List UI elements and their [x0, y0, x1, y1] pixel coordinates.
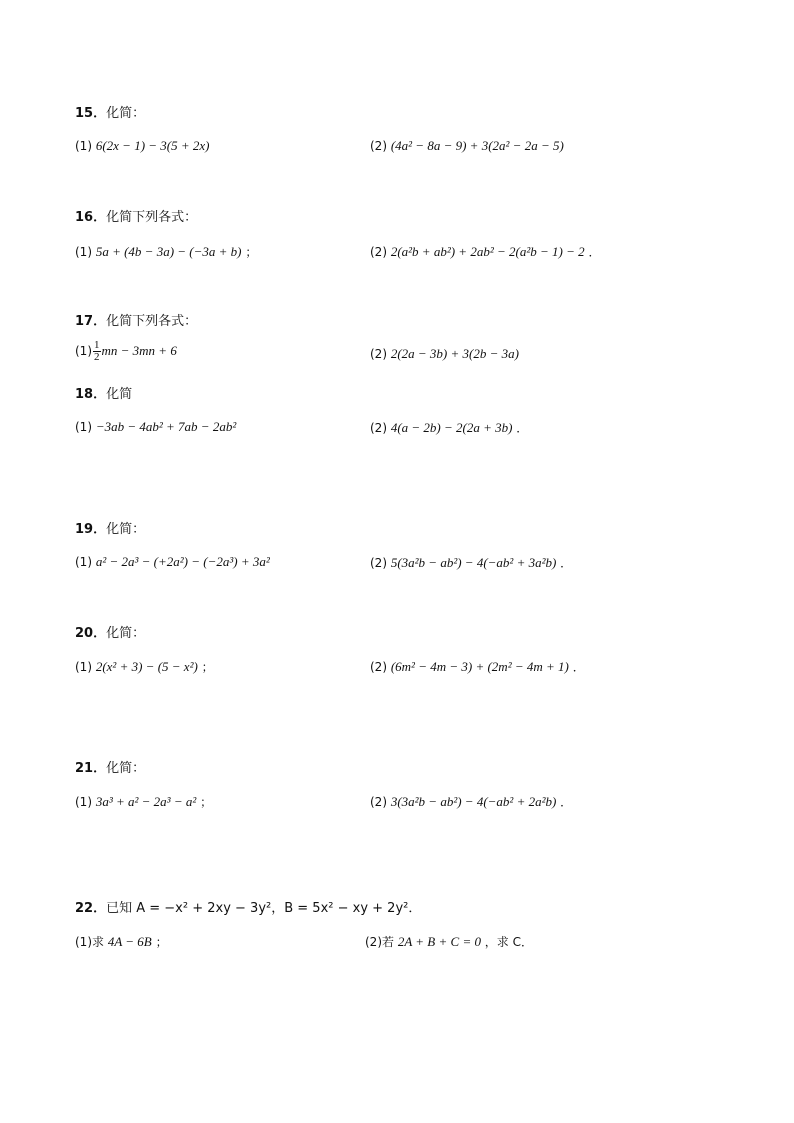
punctuation: ．	[560, 795, 573, 809]
question-21-title	[75, 757, 145, 776]
math-expression: 3(3a²b − ab²) − 4(−ab² + 2a²b)	[390, 794, 557, 809]
punctuation: ；	[155, 935, 168, 949]
punctuation: ．	[588, 245, 601, 259]
part-label: (1)	[75, 555, 92, 569]
question-22-part-2	[365, 933, 533, 950]
math-expression: (4a² − 8a − 9) + 3(2a² − 2a − 5)	[390, 138, 564, 153]
punctuation: ．	[560, 556, 573, 570]
fraction	[93, 340, 101, 363]
question-number: 20．	[75, 626, 107, 641]
math-expression: 2A + B + C = 0	[397, 934, 481, 949]
part-label: (2)	[370, 795, 387, 809]
question-21-part-1	[75, 793, 212, 810]
question-number: 17．	[75, 314, 107, 329]
question-20-part-2	[370, 658, 585, 675]
question-17-part-1	[75, 340, 177, 363]
part-label: (1)	[75, 139, 92, 153]
math-expression: 5a + (4b − 3a) − (−3a + b)	[95, 244, 242, 259]
math-expression: mn − 3mn + 6	[101, 343, 177, 358]
punctuation: ．	[516, 421, 529, 435]
part-label: (2)	[370, 660, 387, 674]
question-text: 化简：	[106, 626, 146, 641]
question-17-part-2	[370, 346, 519, 362]
question-15-part-2	[370, 138, 564, 154]
question-19-part-1	[75, 554, 270, 570]
question-18-part-2	[370, 419, 528, 436]
math-expression: (6m² − 4m − 3) + (2m² − 4m + 1)	[390, 659, 569, 674]
part-label: (1)求	[75, 935, 104, 949]
question-18-title	[75, 383, 132, 402]
math-expression: −3ab − 4ab² + 7ab − 2ab²	[95, 419, 237, 434]
punctuation: ；	[200, 795, 213, 809]
question-22-title	[75, 897, 421, 916]
question-18-part-1	[75, 419, 236, 435]
question-number: 19．	[75, 522, 107, 537]
question-15-part-1	[75, 138, 210, 154]
part-label: (2)	[370, 139, 387, 153]
question-text: 已知 A = −x² + 2xy − 3y²，B = 5x² − xy + 2y²．	[106, 901, 422, 916]
question-19-title	[75, 518, 145, 537]
part-label: (2)	[370, 421, 387, 435]
question-text: 化简下列各式：	[106, 210, 198, 225]
math-expression: a² − 2a³ − (+2a²) − (−2a³) + 3a²	[95, 554, 270, 569]
question-number: 15．	[75, 106, 107, 121]
question-22-part-1	[75, 933, 168, 950]
part-label: (2)	[370, 245, 387, 259]
question-number: 21．	[75, 761, 107, 776]
math-expression: 6(2x − 1) − 3(5 + 2x)	[95, 138, 210, 153]
math-expression: 3a³ + a² − 2a³ − a²	[95, 794, 197, 809]
question-text: 化简：	[106, 106, 146, 121]
part-label: (2)若	[365, 935, 394, 949]
question-number: 18．	[75, 387, 107, 402]
part-label: (1)	[75, 344, 92, 358]
part-label: (1)	[75, 795, 92, 809]
part-label: (1)	[75, 660, 92, 674]
math-expression: 2(2a − 3b) + 3(2b − 3a)	[390, 346, 519, 361]
question-text: 化简下列各式：	[106, 314, 198, 329]
math-expression: 5(3a²b − ab²) − 4(−ab² + 3a²b)	[390, 555, 557, 570]
question-20-part-1	[75, 658, 214, 675]
question-16-part-2	[370, 243, 600, 260]
math-expression: 4(a − 2b) − 2(2a + 3b)	[390, 420, 513, 435]
part-label: (1)	[75, 420, 92, 434]
fraction-numerator: 1	[94, 339, 100, 351]
question-text: 化简	[106, 387, 133, 402]
question-20-title	[75, 622, 145, 641]
question-19-part-2	[370, 554, 572, 571]
question-17-title	[75, 310, 197, 329]
fraction-denominator: 2	[94, 351, 100, 363]
math-expression: 2(a²b + ab²) + 2ab² − 2(a²b − 1) − 2	[390, 244, 585, 259]
punctuation: ；	[201, 660, 214, 674]
question-text: 化简：	[106, 761, 146, 776]
question-16-part-1	[75, 243, 257, 260]
punctuation: ；	[245, 245, 258, 259]
question-number: 16．	[75, 210, 107, 225]
punctuation: ，求 C．	[484, 935, 533, 949]
question-16-title	[75, 206, 197, 225]
math-expression: 2(x² + 3) − (5 − x²)	[95, 659, 198, 674]
question-15-title	[75, 102, 145, 121]
question-text: 化简：	[106, 522, 146, 537]
punctuation: ．	[572, 660, 585, 674]
part-label: (1)	[75, 245, 92, 259]
question-21-part-2	[370, 793, 572, 810]
math-expression: 4A − 6B	[107, 934, 152, 949]
part-label: (2)	[370, 556, 387, 570]
part-label: (2)	[370, 347, 387, 361]
question-number: 22．	[75, 901, 107, 916]
